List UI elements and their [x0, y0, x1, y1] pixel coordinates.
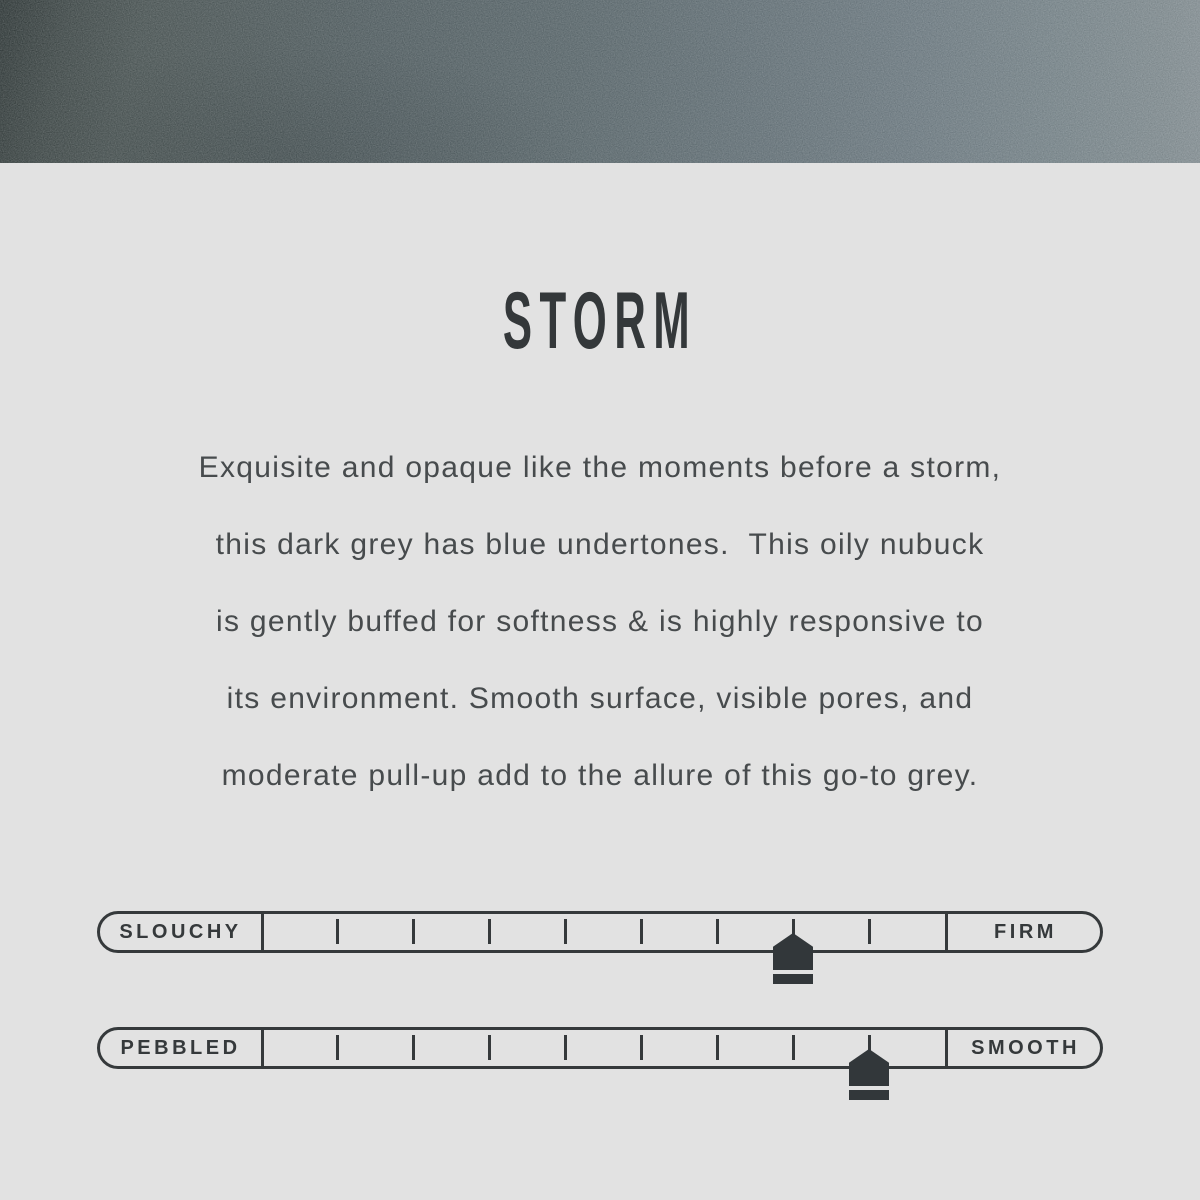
paragraph-line-2: this dark grey has blue undertones. This oily nubuck	[215, 528, 985, 561]
marker-nib-shape	[773, 933, 813, 970]
slider-tick-4	[564, 1035, 567, 1060]
slider-tick-2	[412, 1035, 415, 1060]
slider-tick-7	[792, 1035, 795, 1060]
marker-base-bar	[849, 1090, 889, 1100]
slider-tick-5	[640, 1035, 643, 1060]
slider-tick-6	[716, 919, 719, 944]
slider-tick-3	[488, 919, 491, 944]
leather-texture-banner	[0, 0, 1200, 163]
slider-left-divider	[261, 1030, 264, 1066]
slider-slouchy-firm	[97, 911, 1103, 953]
marker-base-bar	[773, 974, 813, 984]
paragraph-line-4: its environment. Smooth surface, visible pores, and	[226, 682, 974, 715]
paragraph-line-3: is gently buffed for softness & is highly responsive to	[216, 605, 984, 638]
slider-tick-4	[564, 919, 567, 944]
paragraph-line-5: moderate pull-up add to the allure of this go-to grey.	[221, 759, 979, 792]
slider-left-divider	[261, 914, 264, 950]
slider-tick-6	[716, 1035, 719, 1060]
slider-right-label: SMOOTH	[971, 1036, 1080, 1059]
slider-track	[97, 1027, 1103, 1069]
paragraph-line-1: Exquisite and opaque like the moments before a storm,	[198, 451, 1002, 484]
slider-track	[97, 911, 1103, 953]
slider-left-label: SLOUCHY	[119, 920, 242, 943]
slider-tick-1	[336, 919, 339, 944]
leather-grain-texture	[0, 0, 1200, 163]
slider-left-label: PEBBLED	[120, 1036, 241, 1059]
page-title: STORM	[502, 276, 698, 366]
slider-tick-5	[640, 919, 643, 944]
slider-right-label: FIRM	[994, 920, 1057, 943]
slider-tick-3	[488, 1035, 491, 1060]
slider-pebbled-smooth	[97, 1027, 1103, 1069]
slider-tick-1	[336, 1035, 339, 1060]
slider-value-marker	[849, 1049, 889, 1101]
slider-tick-8	[868, 919, 871, 944]
slider-value-marker	[773, 933, 813, 985]
marker-nib-shape	[849, 1049, 889, 1086]
slider-tick-2	[412, 919, 415, 944]
description-paragraph	[0, 429, 1200, 814]
